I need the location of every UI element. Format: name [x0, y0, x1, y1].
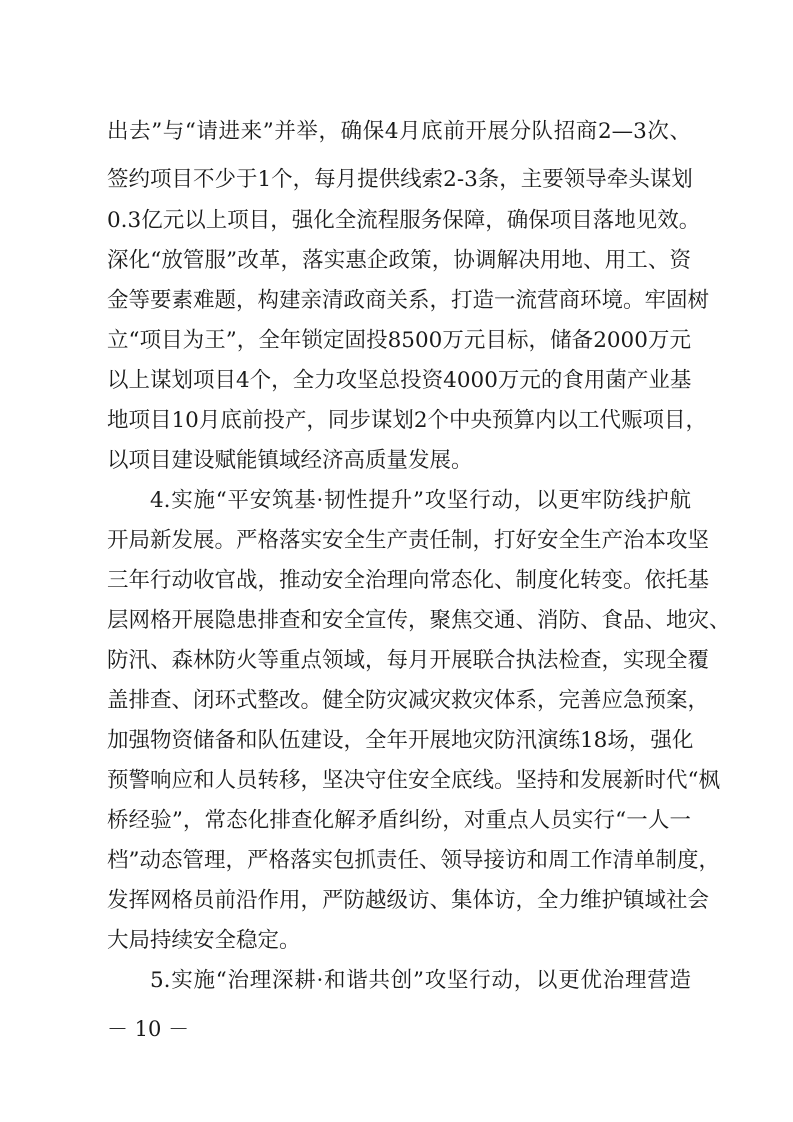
text-line: 三年行动收官战，推动安全治理向常态化、制度化转变。依托基	[107, 568, 710, 593]
text-line: 档”动态管理，严格落实包抓责任、领导接访和周工作清单制度，	[107, 848, 720, 873]
text-line: 预警响应和人员转移，坚决守住安全底线。坚持和发展新时代“枫	[107, 768, 720, 793]
section-heading-line: 4.实施“平安筑基·韧性提升”攻坚行动，以更牢防线护航	[150, 488, 691, 513]
text-line: 层网格开展隐患排查和安全宣传，聚焦交通、消防、食品、地灾、	[107, 608, 731, 633]
text-line: 金等要素难题，构建亲清政商关系，打造一流营商环境。牢固树	[107, 288, 710, 313]
text-line: 地项目10月底前投产，同步谋划2个中央预算内以工代赈项目，	[107, 408, 708, 433]
text-line: 盖排查、闭环式整改。健全防灾减灾救灾体系，完善应急预案，	[107, 688, 710, 713]
text-line: 桥经验”，常态化排查化解矛盾纠纷，对重点人员实行“一人一	[107, 808, 691, 833]
text-line: 出去”与“请进来”并举，确保4月底前开展分队招商2—3次、	[107, 119, 691, 144]
text-line: 签约项目不少于1个，每月提供线索2-3条，主要领导牵头谋划	[107, 167, 693, 192]
text-line: 以上谋划项目4个，全力攻坚总投资4000万元的食用菌产业基	[107, 368, 692, 393]
text-line: 大局持续安全稳定。	[107, 928, 301, 953]
page-number: － 10 －	[107, 1017, 190, 1041]
text-line: 立“项目为王”，全年锁定固投8500万元目标，储备2000万元	[107, 328, 691, 353]
text-line: 0.3亿元以上项目，强化全流程服务保障，确保项目落地见效。	[107, 208, 701, 233]
section-heading-line: 5.实施“治理深耕·和谐共创”攻坚行动，以更优治理营造	[150, 968, 691, 993]
text-line: 深化“放管服”改革，落实惠企政策，协调解决用地、用工、资	[107, 248, 691, 273]
text-line: 发挥网格员前沿作用，严防越级访、集体访，全力维护镇域社会	[107, 888, 710, 913]
text-line: 开局新发展。严格落实安全生产责任制，打好安全生产治本攻坚	[107, 528, 710, 553]
text-line: 防汛、森林防火等重点领域，每月开展联合执法检查，实现全覆	[107, 648, 710, 673]
text-line: 以项目建设赋能镇域经济高质量发展。	[107, 448, 473, 473]
text-line: 加强物资储备和队伍建设，全年开展地灾防汛演练18场，强化	[107, 728, 694, 753]
